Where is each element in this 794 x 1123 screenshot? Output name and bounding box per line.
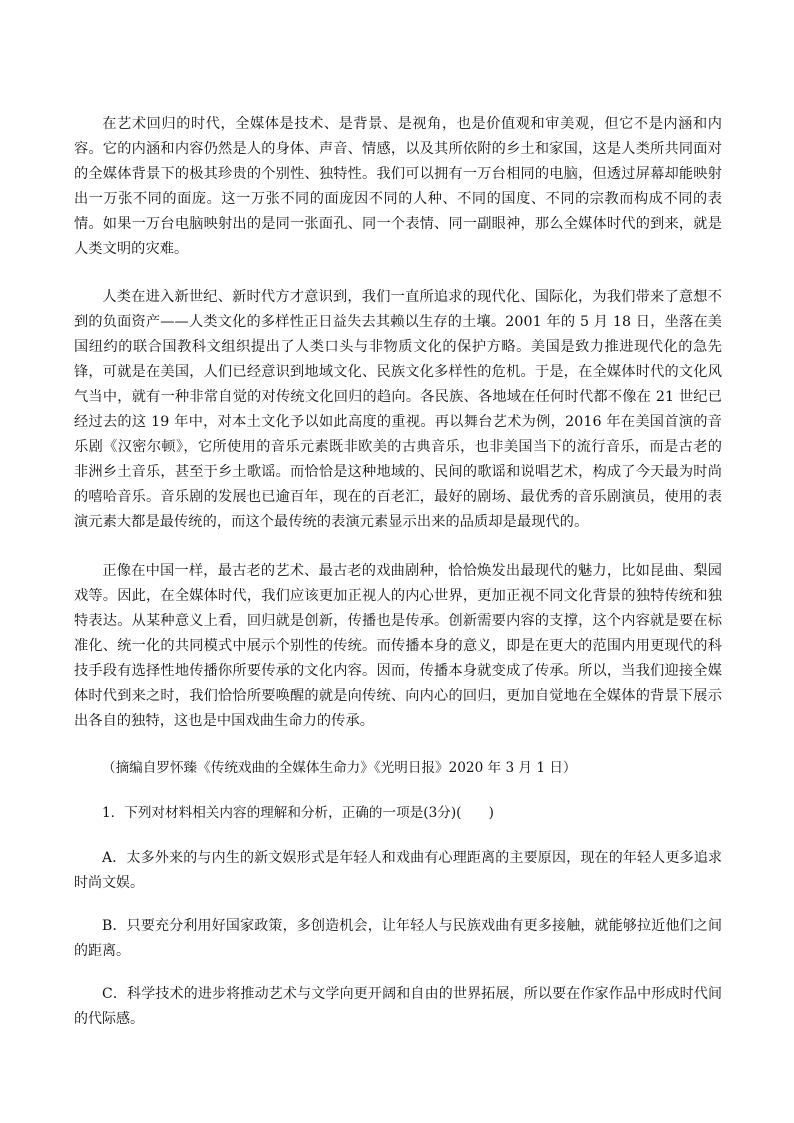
article-source-citation: （摘编自罗怀臻《传统戏曲的全媒体生命力》《光明日报》2020 年 3 月 1 日） bbox=[102, 760, 577, 776]
option-a: A．太多外来的与内生的新文娱形式是年轻人和戏曲有心理距离的主要原因，现在的年轻人更多追求时尚文娱。 bbox=[74, 850, 722, 891]
document-page bbox=[74, 112, 722, 1050]
option-b: B．只要充分利用好国家政策，多创造机会，让年轻人与民族戏曲有更多接触，就能够拉近他们之间的距离。 bbox=[74, 918, 722, 959]
article-paragraph-3: 正像在中国一样，最古老的艺术、最古老的戏曲剧种，恰恰焕发出最现代的魅力，比如昆曲、梨园戏等。因此，在全媒体时代，我们应该更加正视人的内心世界，更加正视不同文化背景的独特传统和独特表达。从某种意义上看，回归就是创新，传播也是传承。创新需要内容的支撑，这个内容就是要在标准化、统一化的共同模式中展示个别性的传统。而传播本身的意义，即是在更大的范围内用更现代的科技手段有选择性地传播你所要传承的文化内容。因而，传播本身就变成了传承。所以，当我们迎接全媒体时代到来之时，我们恰恰所要唤醒的就是向传统、向内心的回归，更加自觉地在全媒体的背景下展示出各自的独特，这也是中国戏曲生命力的传承。 bbox=[74, 563, 722, 729]
option-c: C．科学技术的进步将推动艺术与文学向更开阔和自由的世界拓展，所以要在作家作品中形成时代间的代际感。 bbox=[74, 986, 722, 1027]
question-stem: 1．下列对材料相关内容的理解和分析，正确的一项是(3分)( ) bbox=[102, 805, 494, 821]
article-paragraph-2: 人类在进入新世纪、新时代方才意识到，我们一直所追求的现代化、国际化，为我们带来了意想不到的负面资产——人类文化的多样性正日益失去其赖以生存的土壤。2001 年的 5 月 18 日，坐落在美国纽约的联合国教科文组织提出了人类口头与非物质文化的保护方略。美国是致力推进现代化的急先锋，可就是在美国，人们已经意识到地域文化、民族文化多样性的危机。于是，在全媒体时代的文化风气当中，就有一种非常自觉的对传统文化回归的趋向。各民族、各地域在任何时代都不像在 21 世纪已经过去的这 19 年中，对本土文化予以如此高度的重视。再以舞台艺术为例，2016 年在美国首演的音乐剧《汉密尔顿》，它所使用的音乐元素既非欧美的古典音乐，也非美国当下的流行音乐，而是古老的非洲乡土音乐，甚至于乡土歌谣。而恰恰是这种地域的、民间的歌谣和说唱艺术，构成了今天最为时尚的嘻哈音乐。音乐剧的发展也已逾百年，现在的百老汇，最好的剧场、最优秀的音乐剧演员，使用的表演元素大都是最传统的，而这个最传统的表演元素显示出来的品质却是最现代的。 bbox=[74, 289, 722, 530]
article-paragraph-1: 在艺术回归的时代，全媒体是技术、是背景、是视角，也是价值观和审美观，但它不是内涵和内容。它的内涵和内容仍然是人的身体、声音、情感，以及其所依附的乡土和家国，这是人类所共同面对的全媒体背景下的极其珍贵的个别性、独特性。我们可以拥有一万台相同的电脑，但透过屏幕却能映射出一万张不同的面庞。这一万张不同的面庞因不同的人种、不同的国度、不同的宗教而构成不同的表情。如果一万台电脑映射出的是同一张面孔、同一个表情、同一副眼神，那么全媒体时代的到来，就是人类文明的灾难。 bbox=[74, 116, 722, 257]
